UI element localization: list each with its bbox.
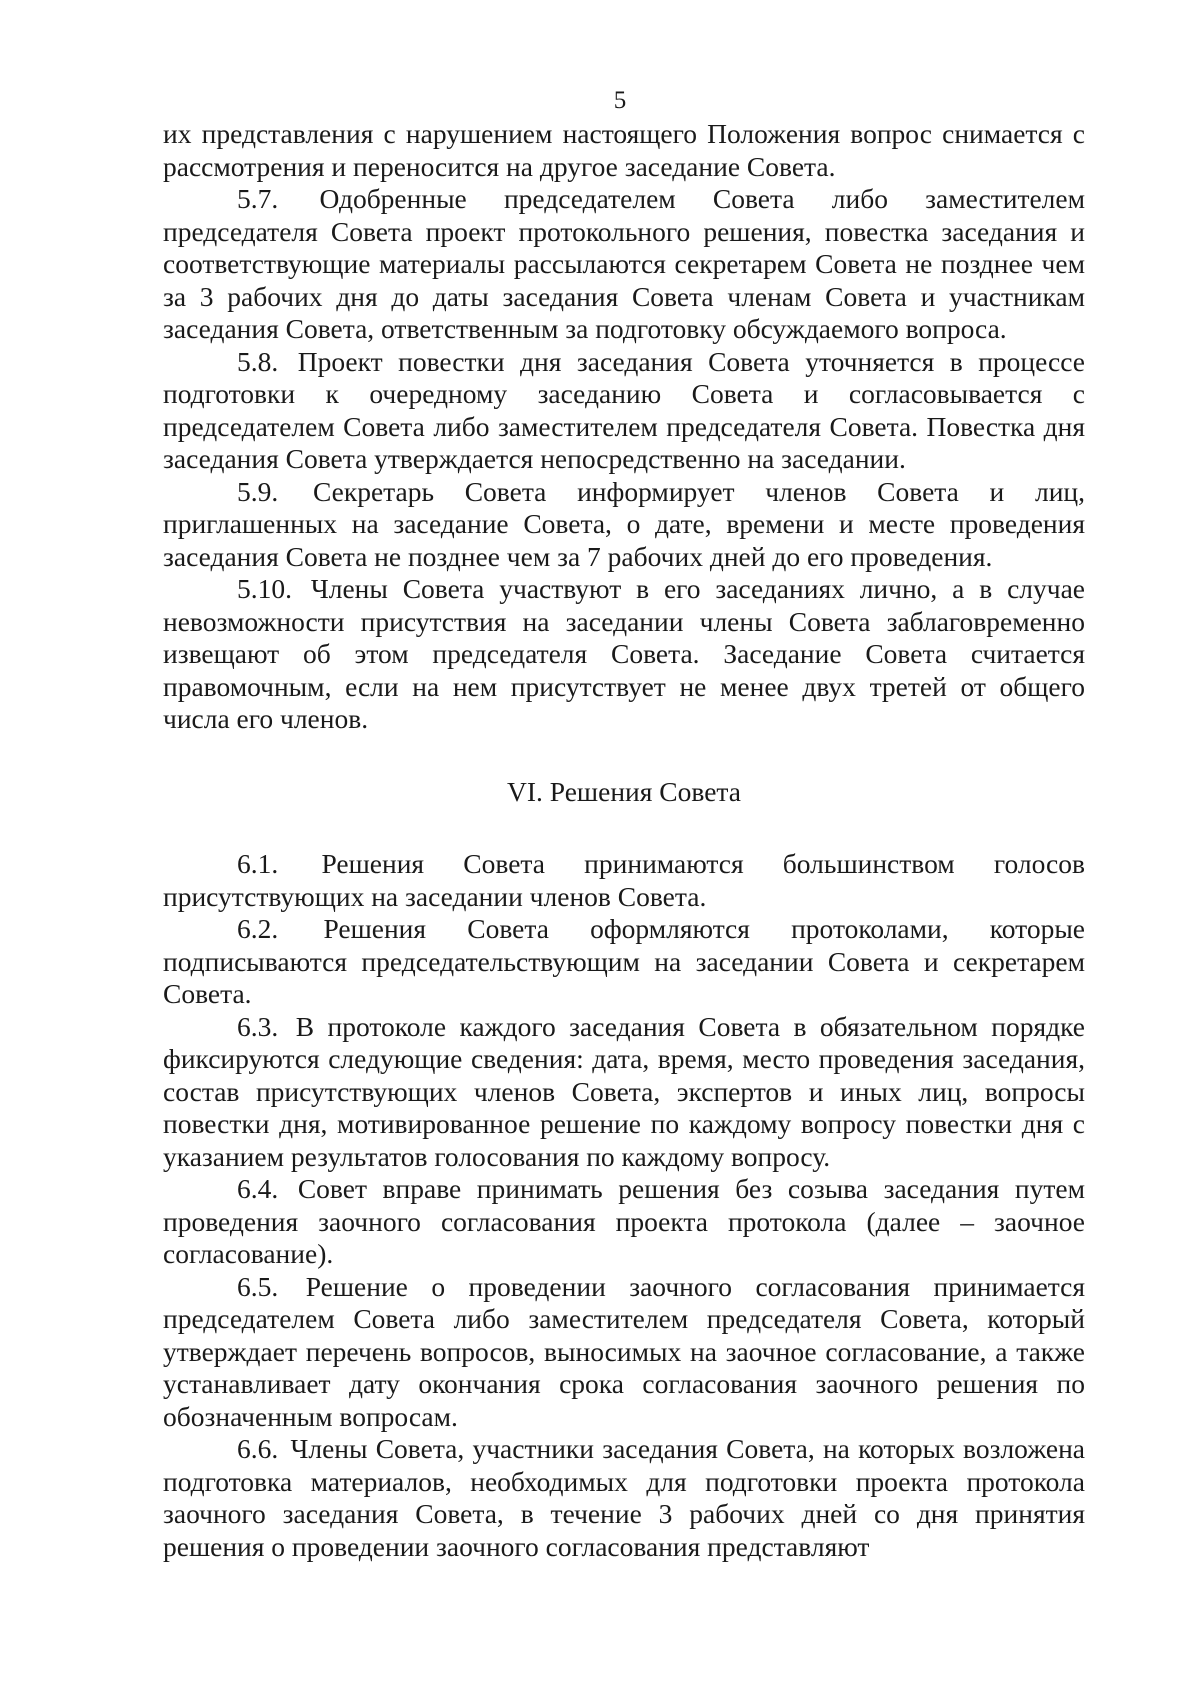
paragraph-6-4 <box>163 1173 1085 1271</box>
item-number: 6.4. <box>237 1173 279 1204</box>
paragraph-5-7 <box>163 183 1085 346</box>
paragraph-5-8 <box>163 346 1085 476</box>
item-text: Совет вправе принимать решения без созыва заседания путем проведения заочного согласования проекта протокола (далее – заочное согласование). <box>163 1173 1085 1269</box>
item-number: 5.7. <box>237 183 279 214</box>
item-number: 5.9. <box>237 475 279 507</box>
item-number: 6.3. <box>237 1010 279 1042</box>
item-number: 5.8. <box>237 345 279 377</box>
paragraph-5-9 <box>163 476 1085 574</box>
page-number: 5 <box>613 87 627 114</box>
item-number: 6.6. <box>237 1433 279 1464</box>
paragraph-6-6 <box>163 1433 1085 1563</box>
section-heading: VI. Решения Совета <box>507 775 741 807</box>
item-text: Решения Совета принимаются большинством голосов присутствующих на заседании членов Совета. <box>163 848 1085 912</box>
item-text: Решения Совета оформляются протоколами, которые подписываются председательствующим на заседании Совета и секретарем Совета. <box>163 913 1085 1009</box>
item-text: Решение о проведении заочного согласования принимается председателем Совета либо заместителем председателя Совета, который утверждает перечень вопросов, выносимых на заочное согласование, а также устанавливает дату окончания срока согласования заочного решения по обозначенным вопросам. <box>163 1270 1085 1432</box>
paragraph-6-2 <box>163 913 1085 1011</box>
item-number: 6.2. <box>237 913 279 944</box>
item-text: Одобренные председателем Совета либо заместителем председателя Совета проект протокольного решения, повестка заседания и соответствующие материалы рассылаются секретарем Совета не позднее чем за 3 рабочих дня до даты заседания Совета членам Совета и участникам заседания Совета, ответственным за подготовку обсуждаемого вопроса. <box>163 183 1086 344</box>
paragraph-6-5 <box>163 1271 1085 1434</box>
paragraph-6-1 <box>163 848 1085 913</box>
item-text: В протоколе каждого заседания Совета в обязательном порядке фиксируются следующие сведения: дата, время, место проведения заседания, состав присутствующих членов Совета, экспертов и иных лиц, вопросы повестки дня, мотивированное решение по каждому вопросу повестки дня с указанием результатов голосования по каждому вопросу. <box>163 1010 1086 1172</box>
paragraph-continuation: их представления с нарушением настоящего Положения вопрос снимается с рассмотрения и переносится на другое заседание Совета. <box>163 118 1085 182</box>
item-text: Члены Совета, участники заседания Совета, на которых возложена подготовка материалов, необходимых для подготовки проекта протокола заочного заседания Совета, в течение 3 рабочих дней со дня принятия решения о проведении заочного согласования представляют <box>163 1433 1086 1562</box>
document-body <box>163 118 1085 1563</box>
item-number: 5.10. <box>237 573 292 604</box>
item-number: 6.1. <box>237 848 279 879</box>
paragraph-6-3 <box>163 1011 1085 1174</box>
item-text: Секретарь Совета информирует членов Совета и лиц, приглашенных на заседание Совета, о дате, времени и месте проведения заседания Совета не позднее чем за 7 рабочих дней до его проведения. <box>163 475 1085 572</box>
item-text: Члены Совета участвуют в его заседаниях лично, а в случае невозможности присутствия на заседании члены Совета заблаговременно извещают об этом председателя Совета. Заседание Совета считается правомочным, если на нем присутствует не менее двух третей от общего числа его членов. <box>163 573 1085 734</box>
paragraph-5-10 <box>163 573 1085 736</box>
item-number: 6.5. <box>237 1270 279 1302</box>
item-text: Проект повестки дня заседания Совета уточняется в процессе подготовки к очередному заседанию Совета и согласовывается с председателем Совета либо заместителем председателя Совета. Повестка дня заседания Совета утверждается непосредственно на заседании. <box>163 345 1085 474</box>
